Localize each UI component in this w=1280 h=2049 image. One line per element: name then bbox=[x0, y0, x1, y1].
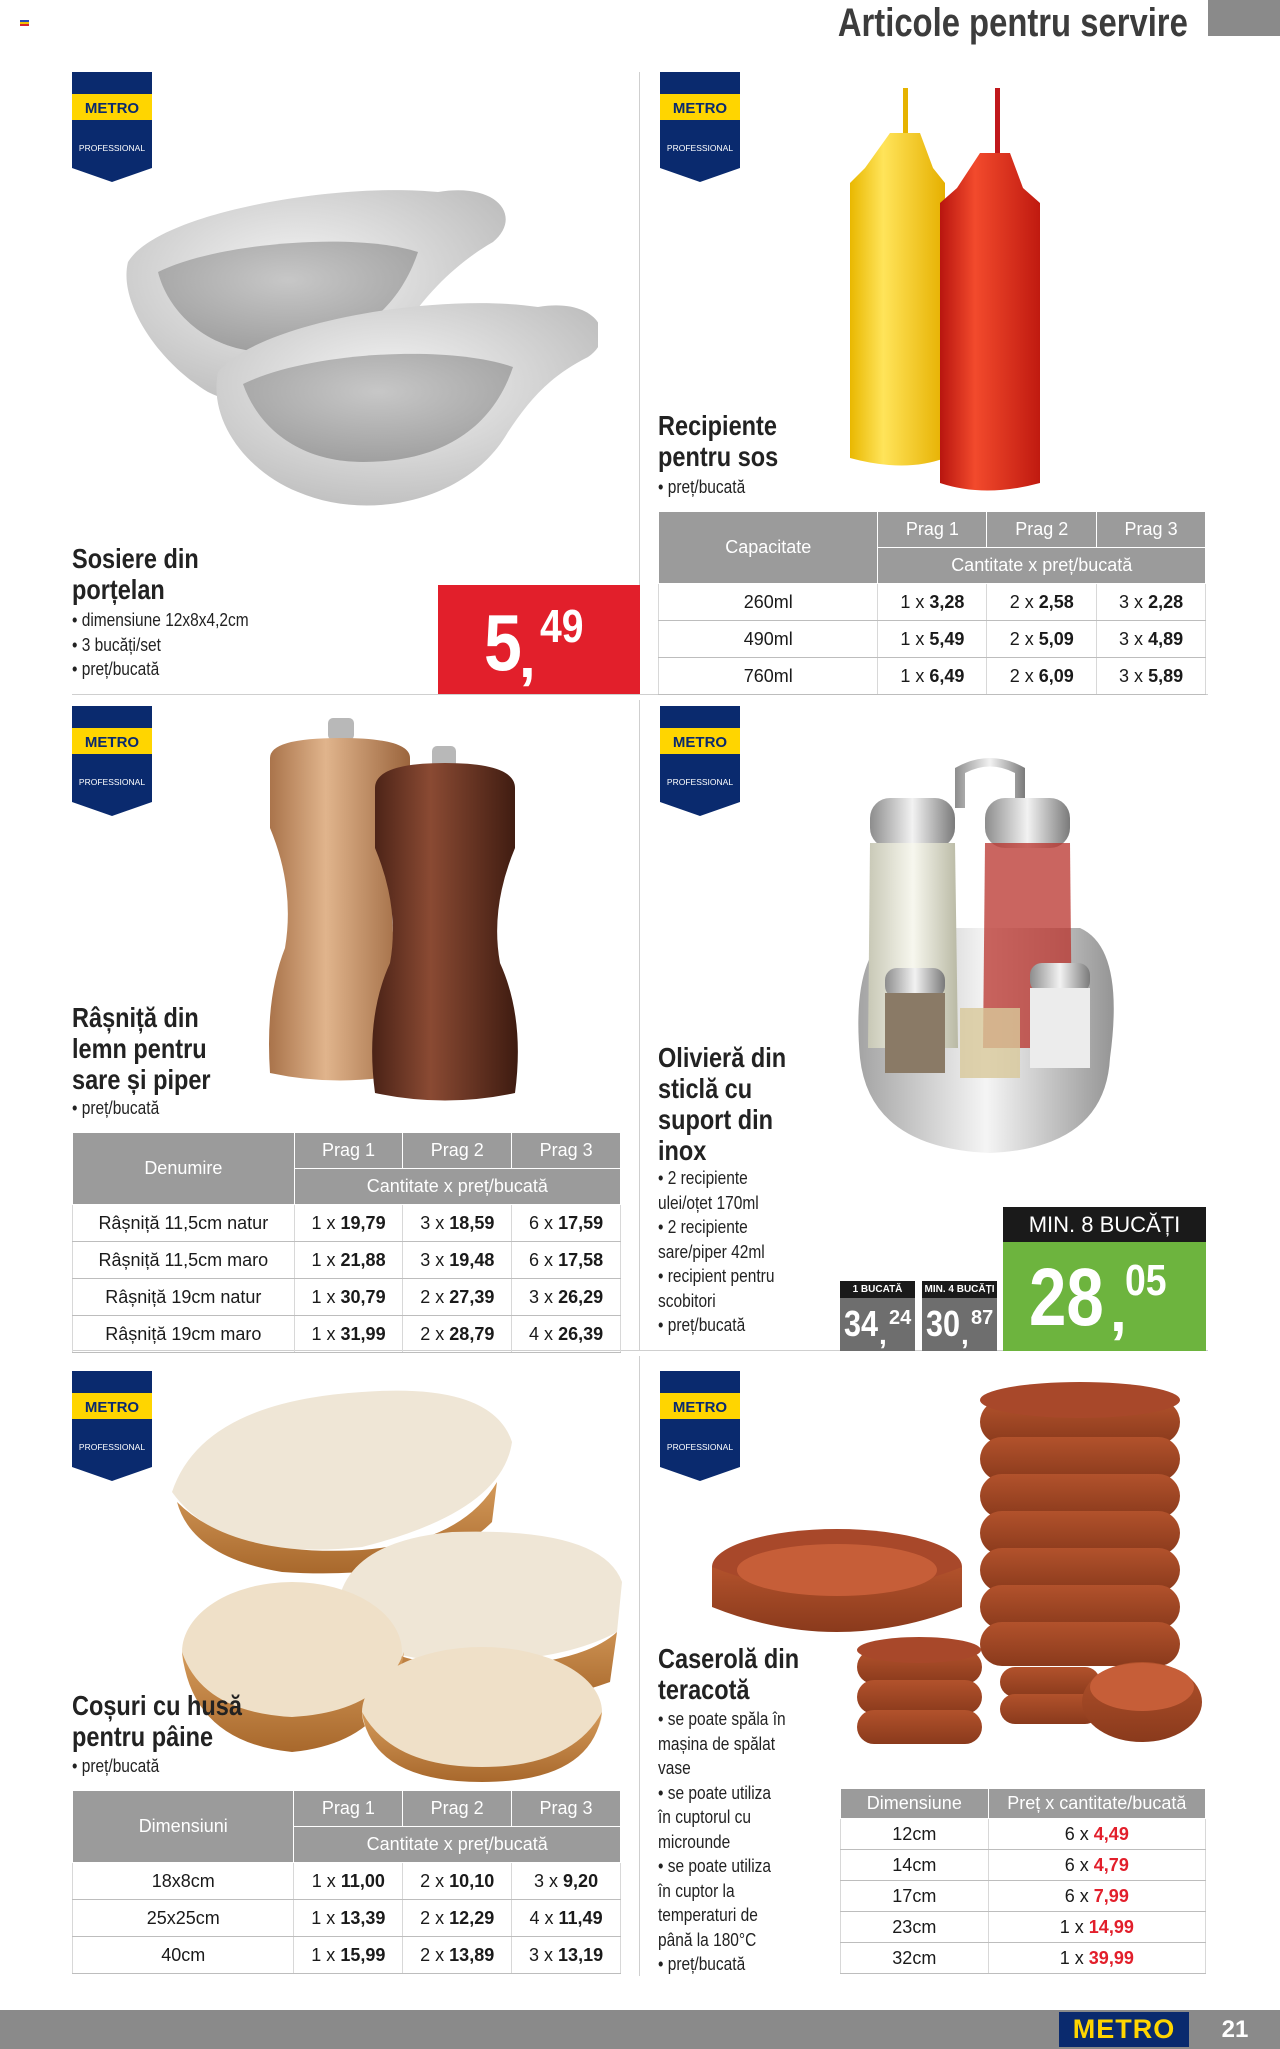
table-header: Prag 2 bbox=[403, 1791, 512, 1827]
svg-text:PROFESSIONAL: PROFESSIONAL bbox=[666, 143, 734, 153]
pepper-mills-image bbox=[250, 718, 550, 1103]
table-row: 18x8cm 1 x 11,00 2 x 10,10 3 x 9,20 bbox=[73, 1863, 621, 1900]
table-row: Râșniță 11,5cm maro 1 x 21,88 3 x 19,48 6 x 17,58 bbox=[73, 1242, 621, 1279]
terracotta-dishes-image bbox=[712, 1382, 1212, 1772]
table-row: 12cm 6 x 4,49 bbox=[841, 1819, 1206, 1850]
flag-icon bbox=[20, 20, 29, 26]
svg-text:METRO: METRO bbox=[84, 1399, 140, 1416]
table-row: 25x25cm 1 x 13,39 2 x 12,29 4 x 11,49 bbox=[73, 1900, 621, 1937]
table-row: 23cm 1 x 14,99 bbox=[841, 1912, 1206, 1943]
badge-brand: METRO bbox=[84, 100, 140, 117]
page-number: 21 bbox=[1221, 2016, 1249, 2043]
sauce-bottles-image bbox=[845, 88, 1060, 493]
metro-professional-badge bbox=[660, 72, 740, 182]
table-row: Râșniță 11,5cm natur 1 x 19,79 3 x 18,59 6 x 17,59 bbox=[73, 1205, 621, 1242]
metro-professional-badge bbox=[72, 1371, 152, 1481]
table-header: Prag 3 bbox=[1097, 512, 1206, 548]
table-header: Preț x cantitate/bucată bbox=[988, 1789, 1205, 1819]
table-subheader: Cantitate x preț/bucată bbox=[294, 1169, 620, 1205]
table-header: Denumire bbox=[73, 1133, 295, 1205]
table-header: Prag 1 bbox=[294, 1791, 403, 1827]
divider bbox=[639, 700, 640, 1350]
product-title-sosiere: Sosiere din porțelan bbox=[72, 543, 199, 605]
table-header: Prag 3 bbox=[512, 1791, 621, 1827]
product-desc-oliviera: • 2 recipiente ulei/oțet 170ml • 2 recipiente sare/piper 42ml • recipient pentru scobitori • preț/bucată bbox=[658, 1168, 775, 1335]
table-subheader: Cantitate x preț/bucată bbox=[294, 1827, 621, 1863]
table-header: Prag 1 bbox=[294, 1133, 403, 1169]
svg-text:METRO: METRO bbox=[672, 100, 728, 117]
table-row: Râșniță 19cm maro 1 x 31,99 2 x 28,79 4 x 26,39 bbox=[73, 1316, 621, 1353]
price-tag-min-8-bucati: MIN. 8 BUCĂȚI 28 , 05 bbox=[1003, 1207, 1206, 1351]
metro-logo: METRO bbox=[1059, 2012, 1189, 2047]
table-row: 490ml 1 x 5,49 2 x 5,09 3 x 4,89 bbox=[659, 621, 1206, 658]
table-header: Prag 2 bbox=[403, 1133, 512, 1169]
svg-text:PROFESSIONAL: PROFESSIONAL bbox=[666, 1442, 734, 1452]
metro-professional-badge bbox=[72, 706, 152, 816]
svg-text:PROFESSIONAL: PROFESSIONAL bbox=[78, 777, 146, 787]
table-row: 32cm 1 x 39,99 bbox=[841, 1943, 1206, 1974]
svg-text:PROFESSIONAL: PROFESSIONAL bbox=[666, 777, 734, 787]
table-row: 260ml 1 x 3,28 2 x 2,58 3 x 2,28 bbox=[659, 584, 1206, 621]
divider bbox=[639, 1356, 640, 1976]
svg-text:METRO: METRO bbox=[672, 1399, 728, 1416]
metro-professional-badge bbox=[660, 706, 740, 816]
price-tag-min-4-bucati: MIN. 4 BUCĂȚI 30 , 87 bbox=[922, 1281, 997, 1351]
product-desc-cosuri: • preț/bucată bbox=[72, 1756, 160, 1776]
porcelain-bowls-image bbox=[118, 172, 598, 542]
table-row: Râșniță 19cm natur 1 x 30,79 2 x 27,39 3 x 26,29 bbox=[73, 1279, 621, 1316]
table-header: Capacitate bbox=[659, 512, 878, 584]
table-header: Prag 3 bbox=[512, 1133, 621, 1169]
table-row: 40cm 1 x 15,99 2 x 13,89 3 x 13,19 bbox=[73, 1937, 621, 1974]
product-desc-caserola: • se poate spăla în mașina de spălat vase • se poate utiliza în cuptorul cu microunde • se poate utiliza în cuptor la temperaturi de până la 180°C • preț/bucată bbox=[658, 1709, 786, 1974]
product-desc-recipiente: • preț/bucată bbox=[658, 477, 746, 497]
header-bar bbox=[1208, 0, 1280, 36]
product-desc-sosiere: • dimensiune 12x8x4,2cm • 3 bucăți/set • preț/bucată bbox=[72, 610, 249, 679]
product-title-rasnita: Râșniță din lemn pentru sare și piper bbox=[72, 1002, 211, 1095]
page-title: Articole pentru servire bbox=[838, 1, 1188, 45]
table-header: Prag 1 bbox=[878, 512, 987, 548]
product-title-oliviera: Olivieră din sticlă cu suport din inox bbox=[658, 1042, 787, 1166]
table-subheader: Cantitate x preț/bucată bbox=[878, 548, 1206, 584]
price-table-recipiente bbox=[658, 511, 1206, 695]
table-row: 17cm 6 x 7,99 bbox=[841, 1881, 1206, 1912]
table-row: 14cm 6 x 4,79 bbox=[841, 1850, 1206, 1881]
price-table-rasnita bbox=[72, 1132, 621, 1353]
metro-professional-badge bbox=[72, 72, 152, 182]
svg-text:PROFESSIONAL: PROFESSIONAL bbox=[78, 1442, 146, 1452]
product-title-caserola: Caserolă din teracotă bbox=[658, 1643, 800, 1705]
price-tag: 5 , 49 bbox=[438, 585, 640, 694]
svg-text:METRO: METRO bbox=[672, 734, 728, 751]
price-tag-1-bucata: 1 BUCATĂ 34 , 24 bbox=[840, 1281, 915, 1351]
cruet-set-image bbox=[840, 748, 1130, 1188]
badge-line: PROFESSIONAL bbox=[78, 143, 146, 153]
table-header: Dimensiuni bbox=[73, 1791, 294, 1863]
table-header: Dimensiune bbox=[841, 1789, 989, 1819]
product-title-cosuri: Coșuri cu husă pentru pâine bbox=[72, 1690, 242, 1752]
product-title-recipiente: Recipiente pentru sos bbox=[658, 410, 779, 472]
price-table-cosuri bbox=[72, 1790, 621, 1974]
table-header: Prag 2 bbox=[987, 512, 1097, 548]
table-row: 760ml 1 x 6,49 2 x 6,09 3 x 5,89 bbox=[659, 658, 1206, 695]
svg-text:METRO: METRO bbox=[84, 734, 140, 751]
product-desc-rasnita: • preț/bucată bbox=[72, 1098, 160, 1118]
price-table-caserola bbox=[840, 1788, 1206, 1974]
